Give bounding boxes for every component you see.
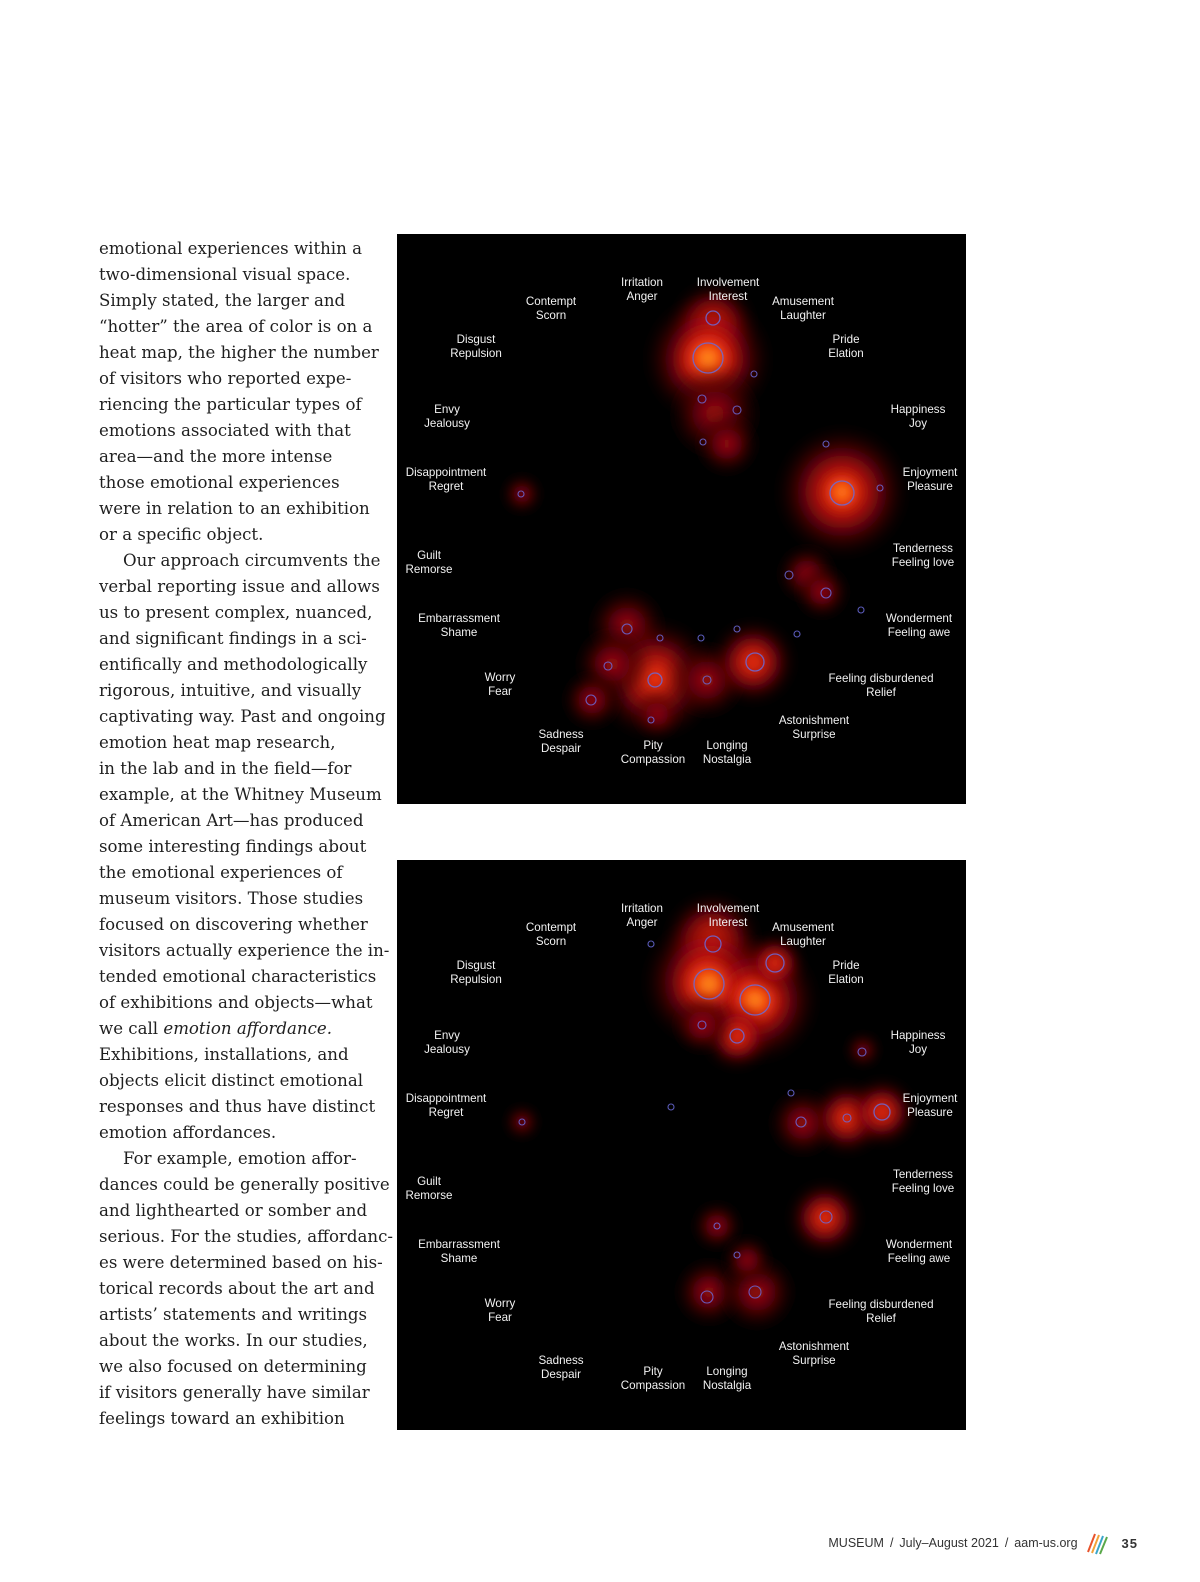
text-line: riencing the particular types of <box>99 395 362 414</box>
emotion-label-line2: Pleasure <box>907 480 953 493</box>
text-line: in the lab and in the field—for <box>99 759 352 778</box>
emotion-label <box>892 1168 955 1196</box>
emotion-label-line2: Scorn <box>535 309 567 322</box>
emotion-heat-map-2 <box>397 860 966 1430</box>
emotion-label-line2: Regret <box>428 1106 464 1119</box>
footer-magazine: MUSEUM <box>828 1536 884 1550</box>
emotion-label-line2: Relief <box>866 1312 896 1325</box>
emotion-label-line2: Feeling love <box>891 1182 955 1195</box>
emotion-label <box>526 295 576 323</box>
emotion-label-line1: Longing <box>706 739 748 752</box>
emotion-label <box>406 1092 487 1120</box>
emotion-label <box>828 1298 933 1326</box>
text-line: the emotional experiences of <box>99 863 343 882</box>
text-line: museum visitors. Those studies <box>99 889 364 908</box>
emotion-label-line1: Amusement <box>772 921 834 934</box>
heat-blob <box>820 470 863 513</box>
text-line: two-dimensional visual space. <box>99 265 351 284</box>
emotion-label-line1: Embarrassment <box>418 612 500 625</box>
emotion-label-line1: Involvement <box>696 276 760 289</box>
text-line: about the works. In our studies, <box>99 1331 368 1350</box>
text-line: emotion heat map research, <box>99 733 336 752</box>
emotion-label <box>538 1354 583 1382</box>
emotion-label-line1: Contempt <box>525 921 577 934</box>
emotion-label-line1: Worry <box>484 1297 516 1310</box>
emotion-label-line1: Pity <box>643 739 663 752</box>
emotion-label-line1: Astonishment <box>778 714 850 727</box>
emotion-label-line1: Pity <box>643 1365 663 1378</box>
text-line: torical records about the art and <box>99 1279 375 1298</box>
text-line: us to present complex, nuanced, <box>99 603 373 622</box>
emotion-label-line2: Shame <box>440 626 478 639</box>
emotion-label <box>485 671 516 699</box>
emotion-label-line1: Happiness <box>890 403 946 416</box>
text-line: responses and thus have distinct <box>99 1097 376 1116</box>
text-line: entifically and methodologically <box>99 655 368 674</box>
text-line: emotions associated with that <box>99 421 351 440</box>
page-footer <box>828 1530 1138 1556</box>
emotion-label-line1: Irritation <box>621 276 663 289</box>
emotion-label-line2: Regret <box>428 480 464 493</box>
page-number: 35 <box>1121 1535 1138 1551</box>
text-line: emotional experiences within a <box>99 239 362 258</box>
emotion-label-line2: Elation <box>828 347 864 360</box>
emotion-label-line1: Wonderment <box>885 1238 953 1251</box>
emotion-label-line2: Anger <box>626 290 658 303</box>
emotion-label-line2: Joy <box>908 417 928 430</box>
emotion-label-line1: Disappointment <box>405 466 487 479</box>
heat-blob <box>790 1183 860 1253</box>
text-line: emotion affordances. <box>99 1123 277 1142</box>
heat-map-canvas <box>397 234 966 804</box>
text-line: were in relation to an exhibition <box>99 499 370 518</box>
emotion-label-line1: Guilt <box>417 549 441 562</box>
heat-blob <box>672 995 731 1054</box>
emotion-label-line1: Pride <box>832 333 860 346</box>
text-line: visitors actually experience the in- <box>99 941 390 960</box>
emotion-label-line2: Laughter <box>780 309 826 322</box>
emotion-label-line1: Embarrassment <box>418 1238 500 1251</box>
text-line: those emotional experiences <box>99 473 340 492</box>
text-line: serious. For the studies, affordanc- <box>99 1227 393 1246</box>
emotion-label <box>485 1297 516 1325</box>
text-line: of exhibitions and objects—what <box>99 993 373 1012</box>
emotion-label-line2: Laughter <box>780 935 826 948</box>
text-line: objects elicit distinct emotional <box>99 1071 364 1090</box>
emotion-label <box>424 403 470 431</box>
emotion-label <box>405 1175 452 1203</box>
emotion-label-line2: Interest <box>708 916 748 929</box>
emotion-label-line1: Feeling disburdened <box>828 1298 934 1311</box>
emotion-label <box>621 739 685 767</box>
emotion-label <box>891 1029 946 1057</box>
heat-blob <box>723 1236 772 1285</box>
emotion-label-line2: Relief <box>866 686 896 699</box>
emotion-heat-map-1 <box>397 234 966 804</box>
emotion-label-line1: Tenderness <box>893 1168 953 1181</box>
emotion-label <box>892 542 955 570</box>
emotion-label-line2: Compassion <box>620 1379 686 1392</box>
text-line: some interesting findings about <box>99 837 367 856</box>
emotion-label <box>703 739 751 767</box>
emotion-label-line2: Jealousy <box>424 417 470 430</box>
emotion-label <box>697 276 760 304</box>
emotion-label <box>424 1029 470 1057</box>
emotion-label <box>886 1238 952 1266</box>
emotion-label-line1: Enjoyment <box>902 466 958 479</box>
emotion-label <box>903 466 958 494</box>
emotion-label <box>828 333 863 361</box>
text-line: Simply stated, the larger and <box>99 291 346 310</box>
emotion-label <box>886 612 952 640</box>
emotion-label-line2: Anger <box>626 916 658 929</box>
emotion-label <box>903 1092 958 1120</box>
emotion-label-line2: Remorse <box>405 1189 453 1202</box>
emotion-label-line1: Disappointment <box>405 1092 487 1105</box>
heat-blob <box>713 622 794 703</box>
text-line: or a specific object. <box>99 525 264 544</box>
footer-separator: / <box>889 1536 894 1550</box>
emotion-label-line1: Contempt <box>525 295 577 308</box>
emotion-label <box>418 1238 500 1266</box>
emotion-label-line2: Repulsion <box>450 973 502 986</box>
heat-blob <box>795 565 849 619</box>
emotion-label-line2: Repulsion <box>450 347 502 360</box>
emotion-label-line1: Envy <box>434 1029 460 1042</box>
emotion-label-line1: Pride <box>832 959 860 972</box>
text-line: heat map, the higher the number <box>99 343 379 362</box>
heat-blob <box>562 670 621 729</box>
emotion-label <box>621 902 663 930</box>
emotion-label-line2: Scorn <box>535 935 567 948</box>
text-line: tended emotional characteristics <box>99 967 377 986</box>
emotion-label-line1: Disgust <box>456 333 496 346</box>
emotion-label <box>418 612 500 640</box>
italic-term: emotion affordance. <box>163 1019 333 1038</box>
heat-blob <box>506 1106 538 1138</box>
emotion-label <box>772 921 834 949</box>
text-line: dances could be generally positive <box>99 1175 390 1194</box>
text-line: rigorous, intuitive, and visually <box>99 681 362 700</box>
emotion-label <box>406 466 487 494</box>
emotion-label-line2: Compassion <box>620 753 686 766</box>
text-line: we call <box>99 1019 164 1038</box>
emotion-label-line2: Feeling awe <box>887 626 951 639</box>
text-line: verbal reporting issue and allows <box>99 577 380 596</box>
text-line: focused on discovering whether <box>99 915 368 934</box>
emotion-label-line2: Despair <box>541 1368 581 1381</box>
text-line: es were determined based on his- <box>99 1253 383 1272</box>
emotion-label <box>526 921 576 949</box>
body-text-column <box>99 236 393 1432</box>
text-line: and significant findings in a sci- <box>99 629 367 648</box>
emotion-label <box>703 1365 751 1393</box>
emotion-label-line1: Happiness <box>890 1029 946 1042</box>
heat-blob <box>633 690 682 739</box>
emotion-label-line2: Feeling love <box>891 556 955 569</box>
text-line: Exhibitions, installations, and <box>99 1045 349 1064</box>
emotion-label <box>621 276 663 304</box>
text-line: For example, emotion affor- <box>123 1149 357 1168</box>
emotion-label <box>779 714 849 742</box>
emotion-label-line2: Fear <box>488 685 512 698</box>
emotion-label <box>405 549 452 577</box>
footer-issue: July–August 2021 <box>899 1536 999 1550</box>
aam-logo-icon <box>1084 1530 1110 1556</box>
emotion-label-line1: Irritation <box>621 902 663 915</box>
emotion-label-line1: Disgust <box>456 959 496 972</box>
emotion-label-line2: Interest <box>708 290 748 303</box>
heat-map-canvas <box>397 860 966 1430</box>
heat-blob <box>503 475 541 513</box>
text-line: and lighthearted or somber and <box>99 1201 368 1220</box>
emotion-label <box>828 672 933 700</box>
emotion-label <box>450 959 502 987</box>
text-line: feelings toward an exhibition <box>99 1409 345 1428</box>
emotion-label-line1: Enjoyment <box>902 1092 958 1105</box>
emotion-label-line2: Remorse <box>405 563 453 576</box>
emotion-label-line1: Involvement <box>696 902 760 915</box>
emotion-label-line2: Despair <box>541 742 581 755</box>
text-line: “hotter” the area of color is on a <box>99 317 373 336</box>
text-line: if visitors generally have similar <box>99 1383 370 1402</box>
emotion-label-line1: Guilt <box>417 1175 441 1188</box>
heat-blob <box>695 412 760 477</box>
emotion-label <box>779 1340 849 1368</box>
emotion-label-line2: Fear <box>488 1311 512 1324</box>
emotion-label-line1: Wonderment <box>885 612 953 625</box>
text-line-wrap <box>99 1016 369 1042</box>
emotion-label <box>621 1365 685 1393</box>
text-line: area—and the more intense <box>99 447 333 466</box>
text-line: we also focused on determining <box>99 1357 367 1376</box>
emotion-label-line2: Nostalgia <box>702 1379 752 1392</box>
text-line: Our approach circumvents the <box>123 551 381 570</box>
emotion-label-line1: Worry <box>484 671 516 684</box>
emotion-label-line2: Feeling awe <box>887 1252 951 1265</box>
text-line: example, at the Whitney Museum <box>99 785 382 804</box>
emotion-label <box>828 959 863 987</box>
text-line: artists’ statements and writings <box>99 1305 368 1324</box>
emotion-label-line2: Nostalgia <box>702 753 752 766</box>
text-line: of American Art—has produced <box>99 811 364 830</box>
emotion-label-line1: Tenderness <box>893 542 953 555</box>
emotion-label-line2: Surprise <box>792 1354 836 1367</box>
emotion-label-line2: Joy <box>908 1043 928 1056</box>
emotion-label-line1: Sadness <box>538 728 584 741</box>
emotion-label-line2: Surprise <box>792 728 836 741</box>
emotion-label <box>772 295 834 323</box>
footer-separator: / <box>1004 1536 1009 1550</box>
emotion-label-line2: Pleasure <box>907 1106 953 1119</box>
text-line: of visitors who reported expe- <box>99 369 352 388</box>
emotion-label-line1: Sadness <box>538 1354 584 1367</box>
emotion-label-line1: Longing <box>706 1365 748 1378</box>
text-line: captivating way. Past and ongoing <box>99 707 386 726</box>
footer-website[interactable]: aam-us.org <box>1014 1536 1078 1550</box>
emotion-label-line1: Feeling disburdened <box>828 672 934 685</box>
emotion-label <box>538 728 583 756</box>
emotion-label-line2: Elation <box>828 973 864 986</box>
emotion-label-line1: Envy <box>434 403 460 416</box>
emotion-label <box>697 902 760 930</box>
emotion-label <box>450 333 502 361</box>
emotion-label-line2: Jealousy <box>424 1043 470 1056</box>
emotion-label-line1: Amusement <box>772 295 834 308</box>
emotion-label-line1: Astonishment <box>778 1340 850 1353</box>
emotion-label-line2: Shame <box>440 1252 478 1265</box>
heat-blob <box>847 1034 879 1066</box>
emotion-label <box>891 403 946 431</box>
